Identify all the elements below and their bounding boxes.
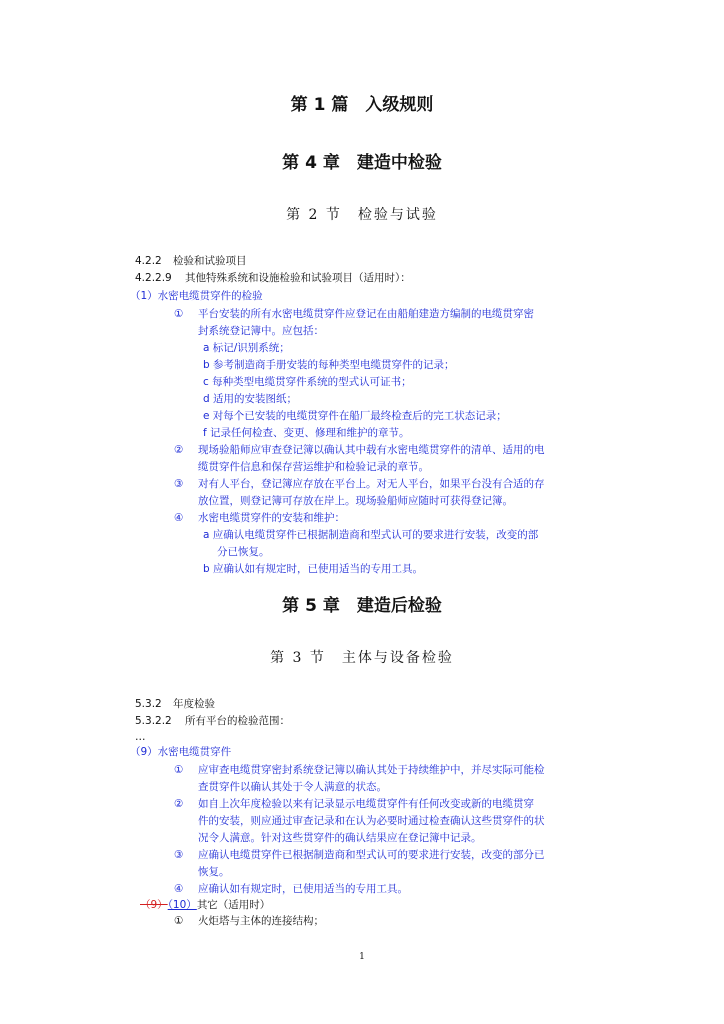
- item-9-p4-marker: ④: [174, 883, 184, 895]
- item-10-heading-text: 其它（适用时）: [196, 899, 271, 911]
- item-1-p2-line2: 缆贯穿件信息和保存营运维护和检验记录的章节。: [198, 461, 429, 473]
- clause-5-3-2-2-title: 所有平台的检验范围：: [185, 715, 290, 727]
- clause-5-3-2-2-number: 5.3.2.2: [135, 715, 172, 727]
- item-1-p1-sub: c 每种类型电缆贯穿件系统的型式认可证书；: [203, 376, 412, 388]
- item-1-p2-line1: 现场验船师应审查登记簿以确认其中载有水密电缆贯穿件的清单、适用的电: [198, 444, 545, 456]
- chapter-4-section-title: 第 2 节 检验与试验: [286, 207, 438, 223]
- item-9-p3-line1: 应确认电缆贯穿件已根据制造商和型式认可的要求进行安装，改变的部分已: [198, 849, 545, 861]
- item-9-p2-marker: ②: [174, 798, 184, 810]
- item-9-p4-line1: 应确认如有规定时，已使用适当的专用工具。: [198, 883, 408, 895]
- item-9-p2-line2: 件的安装，则应通过审查记录和在认为必要时通过检查确认这些贯穿件的状: [198, 815, 545, 827]
- clause-4-2-2-title: 检验和试验项目: [173, 255, 247, 267]
- item-1-p4-sub-b: b 应确认如有规定时，已使用适当的专用工具。: [203, 563, 424, 575]
- ellipsis: …: [135, 731, 146, 743]
- part-title: 第 1 篇 入级规则: [290, 95, 434, 115]
- item-1-p4-sub-a-cont: 分已恢复。: [217, 546, 270, 558]
- item-1-p3-line1: 对有人平台，登记簿应存放在平台上。对无人平台，如果平台没有合适的存: [198, 478, 545, 490]
- item-1-p1-sub: a 标记/识别系统；: [203, 342, 290, 354]
- item-1-p4-sub-a: a 应确认电缆贯穿件已根据制造商和型式认可的要求进行安装，改变的部: [203, 529, 539, 541]
- item-1-p1-sub: b 参考制造商手册安装的每种类型电缆贯穿件的记录；: [203, 359, 455, 371]
- item-10-p1-marker: ①: [174, 915, 184, 927]
- item-1-p4-line1: 水密电缆贯穿件的安装和维护：: [198, 512, 345, 524]
- item-9-p1-line2: 查贯穿件以确认其处于令人满意的状态。: [198, 781, 387, 793]
- item-1-p2-marker: ②: [174, 444, 184, 456]
- item-1-p1-line2: 封系统登记簿中。应包括：: [198, 325, 324, 337]
- chapter-5-section-title: 第 3 节 主体与设备检验: [270, 650, 454, 666]
- item-1-heading: （1）水密电缆贯穿件的检验: [130, 290, 263, 302]
- item-1-p1-marker: ①: [174, 308, 184, 320]
- clause-5-3-2-title: 年度检验: [173, 698, 215, 710]
- chapter-5-title: 第 5 章 建造后检验: [282, 596, 442, 616]
- item-10-p1-line1: 火炬塔与主体的连接结构；: [198, 915, 324, 927]
- item-1-p1-line1: 平台安装的所有水密电缆贯穿件应登记在由船舶建造方编制的电缆贯穿密: [198, 308, 534, 320]
- item-1-p1-sub: f 记录任何检查、变更、修理和维护的章节。: [203, 427, 410, 439]
- item-9-heading: （9）水密电缆贯穿件: [130, 746, 232, 758]
- clause-5-3-2-number: 5.3.2: [135, 698, 162, 710]
- chapter-4-title: 第 4 章 建造中检验: [282, 153, 442, 173]
- item-1-p3-marker: ③: [174, 478, 184, 490]
- clause-4-2-2-9-number: 4.2.2.9: [135, 272, 172, 284]
- item-9-p3-line2: 恢复。: [198, 866, 230, 878]
- page-number: 1: [359, 952, 365, 962]
- item-9-p2-line1: 如自上次年度检验以来有记录显示电缆贯穿件有任何改变或新的电缆贯穿: [198, 798, 534, 810]
- item-9-p3-marker: ③: [174, 849, 184, 861]
- item-9-p1-marker: ①: [174, 764, 184, 776]
- item-1-p1-sub: d 适用的安装图纸；: [203, 393, 298, 405]
- clause-4-2-2-9-title: 其他特殊系统和设施检验和试验项目（适用时）：: [185, 272, 411, 284]
- inserted-item-number: （10）: [167, 899, 197, 911]
- clause-4-2-2-number: 4.2.2: [135, 255, 162, 267]
- item-10-heading: [140, 898, 270, 912]
- item-1-p4-marker: ④: [174, 512, 184, 524]
- item-9-p1-line1: 应审查电缆贯穿密封系统登记簿以确认其处于持续维护中，并尽实际可能检: [198, 764, 545, 776]
- deleted-item-number: （9）: [140, 899, 168, 911]
- item-1-p1-sub: e 对每个已安装的电缆贯穿件在船厂最终检查后的完工状态记录；: [203, 410, 507, 422]
- item-1-p3-line2: 放位置，则登记簿可存放在岸上。现场验船师应随时可获得登记簿。: [198, 495, 513, 507]
- item-9-p2-line3: 况令人满意。针对这些贯穿件的确认结果应在登记簿中记录。: [198, 832, 482, 844]
